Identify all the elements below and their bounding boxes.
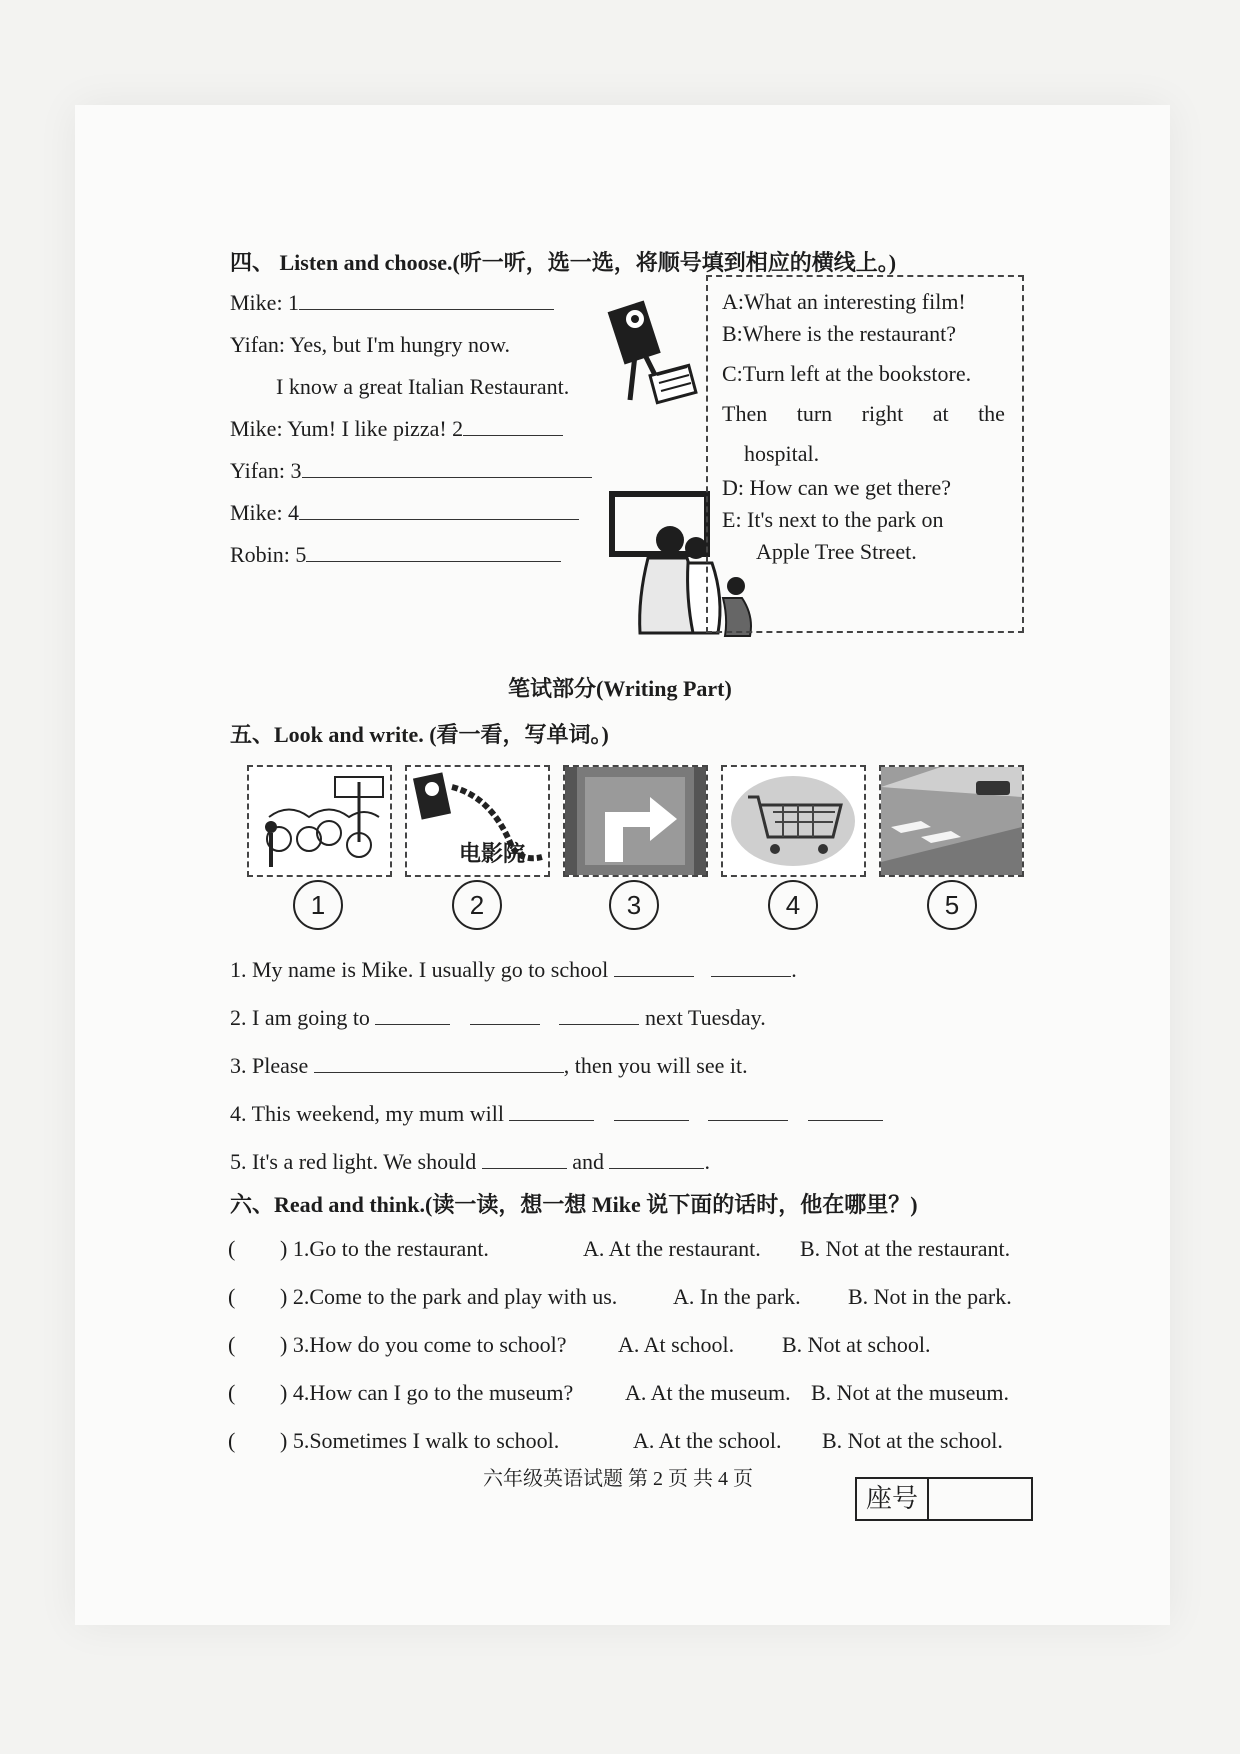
projector-illustration bbox=[605, 285, 700, 410]
think-row-2-option-a: A. In the park. bbox=[673, 1284, 801, 1309]
picture-1-bicycles bbox=[247, 765, 392, 877]
think-row-5-option-b: B. Not at the school. bbox=[822, 1428, 1003, 1453]
picture-number-1: 1 bbox=[293, 880, 343, 930]
section5-title: 五、Look and write. (看一看，写单词。) bbox=[230, 722, 609, 747]
picture-4-shopping-cart bbox=[721, 765, 866, 877]
dialogue-line-3: I know a great Italian Restaurant. bbox=[276, 374, 570, 399]
think-row-5-option-a: A. At the school. bbox=[633, 1428, 782, 1453]
seat-number-box bbox=[855, 1477, 1033, 1521]
think-row-1-option-b: B. Not at the restaurant. bbox=[800, 1236, 1011, 1261]
write-item-3: 3. Please , then you will see it. bbox=[230, 1053, 748, 1078]
option-a: A:What an interesting film! bbox=[722, 289, 966, 314]
think-row-1-option-a: A. At the restaurant. bbox=[583, 1236, 761, 1261]
answer-options-box bbox=[706, 275, 1024, 633]
think-row-4-option-a: A. At the museum. bbox=[625, 1380, 791, 1405]
picture-number-4: 4 bbox=[768, 880, 818, 930]
writing-part-header: 笔试部分(Writing Part) bbox=[508, 676, 732, 701]
option-c-cont2: hospital. bbox=[744, 441, 820, 466]
dialogue-line-1: Mike: 1 bbox=[230, 290, 554, 316]
option-e-cont: Apple Tree Street. bbox=[756, 539, 917, 564]
think-row-4-option-b: B. Not at the museum. bbox=[811, 1380, 1009, 1405]
cinema-label: 电影院 bbox=[459, 842, 526, 867]
think-row-2: ( ) 2.Come to the park and play with us. bbox=[228, 1284, 618, 1309]
write-item-5: 5. It's a red light. We should and . bbox=[230, 1149, 710, 1174]
picture-number-5: 5 bbox=[927, 880, 977, 930]
write-item-2: 2. I am going to next Tuesday. bbox=[230, 1005, 766, 1030]
option-d: D: How can we get there? bbox=[722, 475, 952, 500]
think-row-3: ( ) 3.How do you come to school? bbox=[228, 1332, 567, 1357]
picture-3-turn-right-sign bbox=[563, 765, 708, 877]
picture-number-3: 3 bbox=[609, 880, 659, 930]
option-c-cont: Then turn right at the bbox=[722, 401, 1005, 426]
page-footer: 六年级英语试题 第 2 页 共 4 页 bbox=[483, 1468, 753, 1490]
think-row-3-option-b: B. Not at school. bbox=[782, 1332, 931, 1357]
think-row-4: ( ) 4.How can I go to the museum? bbox=[228, 1380, 574, 1405]
write-item-4: 4. This weekend, my mum will bbox=[230, 1101, 883, 1127]
section4-title: 四、 Listen and choose.(听一听，选一选，将顺号填到相应的横线上。) bbox=[230, 250, 897, 275]
think-row-3-option-a: A. At school. bbox=[618, 1332, 735, 1357]
write-item-1: 1. My name is Mike. I usually go to school . bbox=[230, 957, 797, 982]
dialogue-line-5: Yifan: 3 bbox=[230, 458, 592, 484]
option-c: C:Turn left at the bookstore. bbox=[722, 361, 972, 386]
picture-2-cinema bbox=[405, 765, 550, 877]
option-b: B:Where is the restaurant? bbox=[722, 321, 956, 346]
dialogue-line-6: Mike: 4 bbox=[230, 500, 579, 526]
dialogue-line-4: Mike: Yum! I like pizza! 2 bbox=[230, 416, 563, 442]
option-e: E: It's next to the park on bbox=[722, 507, 944, 532]
think-row-5: ( ) 5.Sometimes I walk to school. bbox=[228, 1428, 560, 1453]
dialogue-line-2: Yifan: Yes, but I'm hungry now. bbox=[230, 332, 510, 357]
picture-number-2: 2 bbox=[452, 880, 502, 930]
think-row-1: ( ) 1.Go to the restaurant. bbox=[228, 1236, 489, 1261]
think-row-2-option-b: B. Not in the park. bbox=[848, 1284, 1012, 1309]
picture-5-crosswalk bbox=[879, 765, 1024, 877]
dialogue-line-7: Robin: 5 bbox=[230, 542, 561, 568]
seat-label: 座号 bbox=[857, 1479, 929, 1519]
section6-title: 六、Read and think.(读一读，想一想 Mike 说下面的话时，他在哪里？) bbox=[230, 1192, 918, 1217]
